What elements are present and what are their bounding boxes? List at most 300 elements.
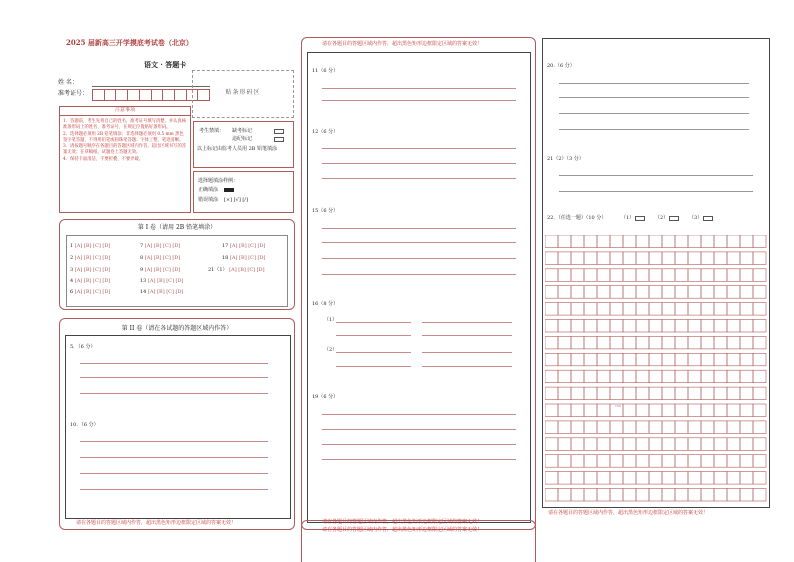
grid-cell[interactable]	[610, 320, 623, 333]
grid-cell[interactable]	[662, 472, 675, 485]
grid-cell[interactable]	[727, 269, 740, 282]
grid-cell[interactable]	[558, 370, 571, 383]
grid-cell[interactable]	[649, 438, 662, 451]
grid-cell[interactable]	[649, 472, 662, 485]
grid-cell[interactable]	[597, 404, 610, 417]
grid-cell[interactable]	[701, 489, 714, 502]
grid-cell[interactable]	[675, 455, 688, 468]
choice-options[interactable]: [A] [B] [C] [D]	[74, 255, 111, 261]
grid-cell[interactable]	[662, 404, 675, 417]
grid-cell[interactable]	[545, 336, 558, 349]
essay-grid[interactable]	[545, 235, 767, 505]
grid-cell[interactable]	[727, 438, 740, 451]
grid-cell[interactable]	[584, 269, 597, 282]
grid-cell[interactable]	[753, 489, 766, 502]
grid-cell[interactable]	[597, 252, 610, 265]
grid-cell[interactable]	[727, 336, 740, 349]
grid-cell[interactable]	[636, 404, 649, 417]
grid-cell[interactable]	[714, 404, 727, 417]
grid-cell[interactable]	[584, 370, 597, 383]
choice-options[interactable]: [A] [B] [C] [D]	[147, 289, 184, 295]
grid-cell[interactable]	[701, 387, 714, 400]
grid-cell[interactable]	[597, 336, 610, 349]
grid-cell[interactable]	[662, 489, 675, 502]
grid-cell[interactable]	[662, 252, 675, 265]
choice-options[interactable]: [A] [B] [C] [D]	[229, 267, 265, 273]
grid-cell[interactable]	[610, 370, 623, 383]
grid-cell[interactable]	[623, 370, 636, 383]
grid-cell[interactable]	[675, 303, 688, 316]
grid-cell[interactable]	[571, 235, 584, 248]
grid-cell[interactable]	[571, 370, 584, 383]
grid-cell[interactable]	[649, 404, 662, 417]
grid-cell[interactable]	[740, 303, 753, 316]
grid-cell[interactable]	[740, 370, 753, 383]
grid-cell[interactable]	[701, 404, 714, 417]
grid-cell[interactable]	[649, 455, 662, 468]
grid-cell[interactable]	[740, 438, 753, 451]
grid-cell[interactable]	[623, 455, 636, 468]
grid-cell[interactable]	[701, 252, 714, 265]
grid-cell[interactable]	[662, 286, 675, 299]
grid-cell[interactable]	[545, 235, 558, 248]
grid-cell[interactable]	[675, 370, 688, 383]
grid-cell[interactable]	[753, 438, 766, 451]
grid-cell[interactable]	[675, 320, 688, 333]
choice-options[interactable]: [A] [B] [C] [D]	[144, 255, 181, 261]
grid-cell[interactable]	[558, 489, 571, 502]
q22-label: 22．（任选一题）（10 分）	[547, 215, 607, 221]
grid-cell[interactable]	[662, 421, 675, 434]
grid-cell[interactable]	[584, 455, 597, 468]
grid-cell[interactable]	[675, 438, 688, 451]
grid-cell[interactable]	[649, 303, 662, 316]
grid-cell[interactable]	[558, 235, 571, 248]
grid-cell[interactable]	[649, 320, 662, 333]
grid-cell[interactable]	[688, 472, 701, 485]
grid-cell[interactable]	[597, 472, 610, 485]
grid-cell[interactable]	[636, 353, 649, 366]
grid-cell[interactable]	[714, 286, 727, 299]
grid-cell[interactable]	[662, 303, 675, 316]
grid-cell[interactable]	[649, 336, 662, 349]
grid-cell[interactable]	[623, 336, 636, 349]
grid-cell[interactable]	[675, 387, 688, 400]
grid-cell[interactable]	[545, 489, 558, 502]
grid-cell[interactable]	[571, 303, 584, 316]
grid-cell[interactable]	[714, 489, 727, 502]
grid-cell[interactable]	[753, 472, 766, 485]
grid-cell[interactable]	[753, 269, 766, 282]
grid-cell[interactable]	[753, 370, 766, 383]
grid-cell[interactable]	[701, 235, 714, 248]
choice-options[interactable]: [A] [B] [C] [D]	[74, 243, 111, 249]
grid-cell[interactable]	[675, 353, 688, 366]
grid-cell[interactable]	[740, 235, 753, 248]
grid-cell[interactable]	[649, 235, 662, 248]
grid-cell[interactable]	[584, 438, 597, 451]
grid-cell[interactable]	[636, 472, 649, 485]
grid-cell[interactable]	[688, 404, 701, 417]
grid-cell[interactable]	[610, 303, 623, 316]
grid-cell[interactable]	[740, 387, 753, 400]
choice-options[interactable]: [A] [B] [C] [D]	[74, 289, 111, 295]
grid-cell[interactable]	[610, 286, 623, 299]
grid-cell[interactable]	[636, 370, 649, 383]
grid-cell[interactable]	[571, 489, 584, 502]
grid-cell[interactable]	[714, 387, 727, 400]
grid-cell[interactable]	[584, 404, 597, 417]
grid-cell[interactable]	[597, 421, 610, 434]
grid-cell[interactable]	[623, 252, 636, 265]
grid-cell[interactable]	[714, 320, 727, 333]
grid-cell[interactable]	[740, 269, 753, 282]
grid-cell[interactable]	[636, 269, 649, 282]
choice-options[interactable]: [A] [B] [C] [D]	[229, 243, 266, 249]
grid-cell[interactable]	[597, 320, 610, 333]
q22-option3-box[interactable]	[703, 216, 713, 221]
grid-cell[interactable]	[727, 370, 740, 383]
grid-cell[interactable]	[571, 252, 584, 265]
grid-cell[interactable]	[662, 353, 675, 366]
grid-cell[interactable]	[675, 404, 688, 417]
grid-cell[interactable]	[701, 286, 714, 299]
grid-cell[interactable]	[584, 336, 597, 349]
grid-cell[interactable]	[558, 404, 571, 417]
grid-cell[interactable]	[597, 370, 610, 383]
grid-cell[interactable]	[727, 235, 740, 248]
grid-cell[interactable]	[649, 489, 662, 502]
grid-cell[interactable]	[701, 370, 714, 383]
violation-checkbox[interactable]	[274, 137, 284, 142]
grid-cell[interactable]	[558, 455, 571, 468]
grid-cell[interactable]	[610, 235, 623, 248]
grid-cell[interactable]	[623, 303, 636, 316]
grid-cell[interactable]	[623, 269, 636, 282]
grid-cell[interactable]	[753, 353, 766, 366]
grid-cell[interactable]	[623, 235, 636, 248]
grid-cell[interactable]	[649, 421, 662, 434]
grid-cell[interactable]	[558, 269, 571, 282]
grid-cell[interactable]	[675, 286, 688, 299]
q-num: 18	[222, 255, 229, 261]
grid-cell[interactable]	[584, 320, 597, 333]
grid-cell[interactable]	[727, 421, 740, 434]
grid-cell[interactable]	[688, 455, 701, 468]
grid-cell[interactable]	[714, 370, 727, 383]
grid-cell[interactable]	[727, 303, 740, 316]
grid-cell[interactable]	[636, 235, 649, 248]
grid-cell[interactable]	[597, 235, 610, 248]
grid-cell[interactable]	[584, 252, 597, 265]
grid-cell[interactable]	[649, 370, 662, 383]
grid-cell[interactable]	[610, 421, 623, 434]
grid-cell[interactable]	[584, 235, 597, 248]
grid-cell[interactable]	[571, 455, 584, 468]
grid-cell[interactable]	[571, 320, 584, 333]
grid-cell[interactable]	[701, 438, 714, 451]
grid-cell[interactable]	[571, 387, 584, 400]
grid-cell[interactable]	[701, 336, 714, 349]
q21-label: 21（2）（3 分）	[547, 156, 584, 162]
grid-cell[interactable]	[584, 489, 597, 502]
grid-cell[interactable]	[688, 269, 701, 282]
choice-options[interactable]: [A] [B] [C] [D]	[144, 267, 181, 273]
grid-cell[interactable]	[688, 353, 701, 366]
grid-cell[interactable]	[636, 336, 649, 349]
grid-cell[interactable]	[623, 438, 636, 451]
grid-cell[interactable]	[727, 320, 740, 333]
grid-cell[interactable]	[753, 320, 766, 333]
grid-cell[interactable]	[545, 472, 558, 485]
grid-cell[interactable]	[649, 286, 662, 299]
grid-cell[interactable]	[610, 472, 623, 485]
grid-cell[interactable]	[701, 472, 714, 485]
grid-cell[interactable]	[688, 421, 701, 434]
grid-cell[interactable]	[623, 320, 636, 333]
grid-cell[interactable]	[688, 252, 701, 265]
grid-cell[interactable]	[727, 489, 740, 502]
grid-cell[interactable]	[610, 252, 623, 265]
grid-cell[interactable]	[610, 336, 623, 349]
grid-cell[interactable]	[571, 404, 584, 417]
grid-cell[interactable]	[662, 336, 675, 349]
grid-cell[interactable]	[545, 455, 558, 468]
grid-cell[interactable]	[545, 370, 558, 383]
grid-cell[interactable]	[714, 472, 727, 485]
grid-cell[interactable]	[727, 286, 740, 299]
grid-cell[interactable]	[597, 353, 610, 366]
col3-frame	[542, 38, 770, 508]
grid-cell[interactable]	[727, 387, 740, 400]
grid-cell[interactable]	[740, 336, 753, 349]
grid-cell[interactable]	[597, 286, 610, 299]
grid-cell[interactable]	[662, 455, 675, 468]
grid-cell[interactable]	[714, 235, 727, 248]
grid-cell[interactable]	[636, 421, 649, 434]
grid-cell[interactable]	[636, 320, 649, 333]
grid-cell[interactable]	[675, 472, 688, 485]
grid-cell[interactable]	[545, 320, 558, 333]
grid-cell[interactable]	[558, 336, 571, 349]
grid-cell[interactable]	[558, 421, 571, 434]
grid-cell[interactable]	[558, 353, 571, 366]
grid-cell[interactable]	[714, 455, 727, 468]
grid-cell[interactable]	[597, 303, 610, 316]
q22-option2-box[interactable]	[669, 216, 679, 221]
grid-cell[interactable]	[597, 387, 610, 400]
grid-cell[interactable]	[753, 235, 766, 248]
grid-cell[interactable]	[558, 387, 571, 400]
grid-cell[interactable]	[545, 404, 558, 417]
grid-cell[interactable]	[727, 252, 740, 265]
choice-options[interactable]: [A] [B] [C] [D]	[147, 278, 184, 284]
grid-cell[interactable]	[688, 320, 701, 333]
grid-cell[interactable]	[740, 472, 753, 485]
grid-cell[interactable]	[740, 455, 753, 468]
grid-cell[interactable]	[545, 387, 558, 400]
grid-cell[interactable]	[597, 269, 610, 282]
grid-cell[interactable]	[558, 438, 571, 451]
grid-cell[interactable]	[701, 269, 714, 282]
grid-cell[interactable]	[610, 455, 623, 468]
grid-cell[interactable]	[558, 303, 571, 316]
grid-cell[interactable]	[571, 438, 584, 451]
grid-cell[interactable]	[558, 472, 571, 485]
grid-cell[interactable]	[649, 252, 662, 265]
grid-cell[interactable]	[753, 404, 766, 417]
grid-cell[interactable]	[597, 438, 610, 451]
grid-cell[interactable]	[740, 489, 753, 502]
grid-cell[interactable]	[558, 252, 571, 265]
grid-cell[interactable]	[675, 252, 688, 265]
grid-cell[interactable]	[701, 320, 714, 333]
grid-cell[interactable]	[545, 438, 558, 451]
grid-cell[interactable]	[571, 336, 584, 349]
grid-cell[interactable]	[714, 269, 727, 282]
grid-cell[interactable]	[688, 489, 701, 502]
grid-cell[interactable]	[753, 252, 766, 265]
grid-cell[interactable]	[675, 489, 688, 502]
grid-cell[interactable]	[623, 387, 636, 400]
grid-cell[interactable]	[610, 489, 623, 502]
grid-cell[interactable]	[545, 303, 558, 316]
grid-cell[interactable]	[727, 455, 740, 468]
grid-cell[interactable]	[623, 472, 636, 485]
choice-options[interactable]: [A] [B] [C] [D]	[74, 267, 111, 273]
grid-cell[interactable]	[662, 438, 675, 451]
q-num: 21（1）	[208, 267, 228, 273]
grid-cell[interactable]	[558, 286, 571, 299]
q22-option1-box[interactable]	[635, 216, 645, 221]
grid-cell[interactable]	[727, 472, 740, 485]
part1-title: 第 I 卷（请用 2B 铅笔填涂）	[137, 224, 217, 231]
q-num: 2	[70, 255, 74, 261]
grid-cell[interactable]	[623, 286, 636, 299]
grid-cell[interactable]	[636, 303, 649, 316]
grid-cell[interactable]	[714, 252, 727, 265]
grid-cell[interactable]	[623, 489, 636, 502]
grid-cell[interactable]	[610, 387, 623, 400]
choice-options[interactable]: [A] [B] [C] [D]	[229, 255, 266, 261]
grid-cell[interactable]	[597, 455, 610, 468]
grid-cell[interactable]	[558, 320, 571, 333]
grid-cell[interactable]	[727, 353, 740, 366]
grid-cell[interactable]	[636, 387, 649, 400]
grid-cell[interactable]	[610, 438, 623, 451]
grid-cell[interactable]	[571, 353, 584, 366]
grid-cell[interactable]	[662, 235, 675, 248]
grid-cell[interactable]	[545, 252, 558, 265]
grid-cell[interactable]	[740, 286, 753, 299]
grid-cell[interactable]	[623, 404, 636, 417]
grid-cell[interactable]	[688, 438, 701, 451]
grid-cell[interactable]	[688, 336, 701, 349]
q10-label: 10．（6 分）	[70, 422, 99, 428]
grid-cell[interactable]	[571, 421, 584, 434]
grid-cell[interactable]	[688, 286, 701, 299]
grid-cell[interactable]	[571, 286, 584, 299]
grid-cell[interactable]	[753, 387, 766, 400]
choice-options[interactable]: [A] [B] [C] [D]	[74, 278, 111, 284]
grid-cell[interactable]	[675, 336, 688, 349]
grid-cell[interactable]	[740, 404, 753, 417]
grid-cell[interactable]	[753, 455, 766, 468]
grid-cell[interactable]	[753, 303, 766, 316]
grid-cell[interactable]	[675, 269, 688, 282]
q-num: 8	[140, 255, 144, 261]
grid-cell[interactable]	[714, 353, 727, 366]
grid-cell[interactable]	[753, 286, 766, 299]
grid-cell[interactable]	[688, 235, 701, 248]
grid-cell[interactable]	[584, 303, 597, 316]
grid-cell[interactable]	[571, 269, 584, 282]
grid-cell[interactable]	[571, 472, 584, 485]
grid-cell[interactable]	[688, 387, 701, 400]
grid-cell[interactable]	[675, 235, 688, 248]
grid-cell[interactable]	[584, 421, 597, 434]
grid-cell[interactable]	[636, 489, 649, 502]
grid-cell[interactable]	[545, 421, 558, 434]
grid-cell[interactable]	[545, 353, 558, 366]
grid-cell[interactable]	[714, 421, 727, 434]
grid-cell[interactable]	[649, 353, 662, 366]
grid-cell[interactable]	[727, 404, 740, 417]
grid-cell[interactable]	[584, 286, 597, 299]
grid-cell[interactable]	[649, 387, 662, 400]
grid-cell[interactable]	[662, 387, 675, 400]
grid-cell[interactable]	[623, 353, 636, 366]
grid-cell[interactable]	[675, 421, 688, 434]
grid-cell[interactable]	[740, 320, 753, 333]
grid-cell[interactable]	[701, 353, 714, 366]
grid-cell[interactable]	[584, 472, 597, 485]
absent-checkbox[interactable]	[274, 129, 284, 134]
grid-cell[interactable]	[701, 303, 714, 316]
grid-cell[interactable]	[753, 421, 766, 434]
grid-cell[interactable]	[701, 421, 714, 434]
grid-cell[interactable]	[584, 387, 597, 400]
grid-cell[interactable]	[636, 455, 649, 468]
grid-cell[interactable]	[636, 286, 649, 299]
grid-cell[interactable]	[688, 303, 701, 316]
grid-cell[interactable]	[714, 303, 727, 316]
grid-cell[interactable]	[610, 269, 623, 282]
grid-cell[interactable]	[740, 353, 753, 366]
grid-cell[interactable]	[649, 269, 662, 282]
grid-cell[interactable]	[584, 353, 597, 366]
grid-cell[interactable]	[545, 286, 558, 299]
q-num: 17	[222, 243, 229, 249]
grid-cell[interactable]	[597, 489, 610, 502]
grid-cell[interactable]	[714, 438, 727, 451]
grid-cell[interactable]	[740, 252, 753, 265]
grid-cell[interactable]	[662, 269, 675, 282]
grid-cell[interactable]	[623, 421, 636, 434]
grid-cell[interactable]	[688, 370, 701, 383]
grid-cell[interactable]	[636, 252, 649, 265]
grid-cell[interactable]	[701, 455, 714, 468]
grid-cell[interactable]	[714, 336, 727, 349]
grid-cell[interactable]	[662, 370, 675, 383]
grid-cell[interactable]	[636, 438, 649, 451]
choice-options[interactable]: [A] [B] [C] [D]	[144, 243, 181, 249]
grid-cell[interactable]	[753, 336, 766, 349]
grid-cell[interactable]	[545, 269, 558, 282]
grid-cell[interactable]	[662, 320, 675, 333]
grid-cell[interactable]	[740, 421, 753, 434]
grid-cell[interactable]	[610, 353, 623, 366]
